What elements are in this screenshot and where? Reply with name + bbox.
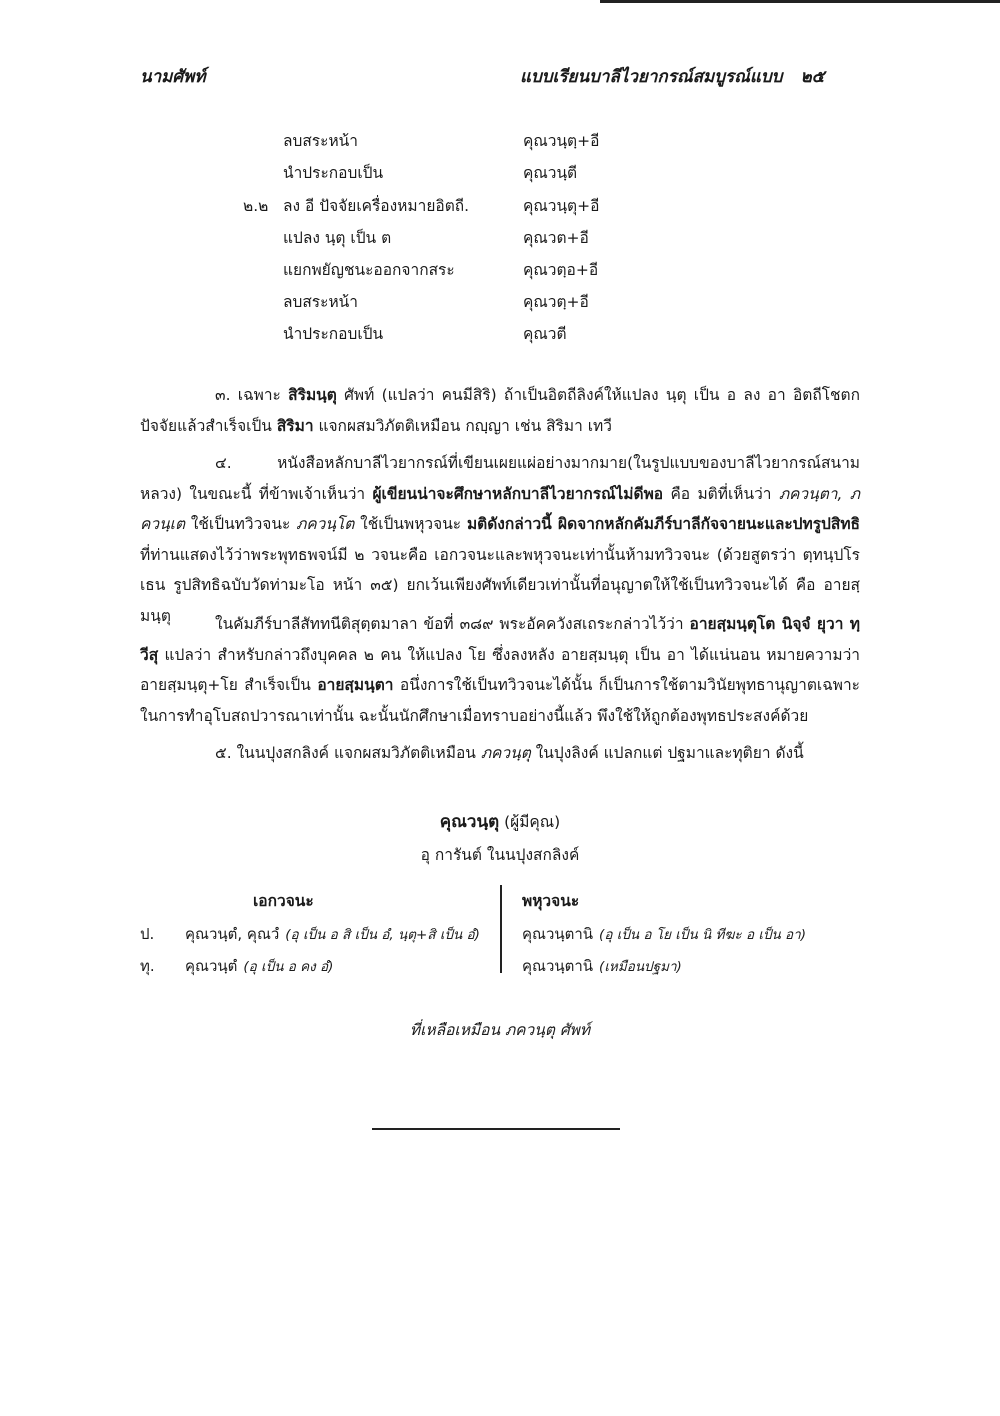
- remaining-forms-note: ที่เหลือเหมือน ภควนฺตุ ศัพท์: [409, 1021, 591, 1039]
- form: คุณวนฺตานิ: [522, 957, 594, 975]
- step-description: แปลง นฺตุ เป็น ต: [283, 229, 392, 247]
- text: ๔. หนังสือหลักบาลีไวยากรณ์ที่เขียนเผยแผ่อย่างมากมาย(ในรูปแบบของบาลีไวยากรณ์สนามหลวง) ในขณะนี้ ที่ข้าพเจ้าเห็นว่า: [140, 454, 860, 503]
- singular-form: [185, 922, 480, 946]
- bold-term: อายสฺมนฺตา: [317, 676, 394, 694]
- step-description: นำประกอบเป็น: [283, 164, 384, 182]
- declension-subtitle: อุ การันต์ ในนปุงสกลิงค์: [420, 846, 580, 864]
- text: แปลว่า สำหรับกล่าวถึงบุคคล ๒ คน ให้แปลง โย ซึ่งลงหลัง อายสฺมนฺตุ เป็น อา ได้แน่นอน หมายความว่า อายสฺมนฺตุ+โย สำเร็จเป็น: [140, 645, 860, 694]
- step-result: คุณวต+อี: [523, 229, 589, 247]
- case-label: ป.: [140, 925, 155, 943]
- bold-statement: ผู้เขียนน่าจะศึกษาหลักบาลีไวยากรณ์ไม่ดีพอ: [372, 484, 664, 503]
- form-note: (อุ เป็น อ โย เป็น นิ ทีฆะ อ เป็น อา): [599, 927, 807, 943]
- singular-form: [185, 954, 333, 978]
- text: ๓. เฉพาะ: [215, 386, 281, 404]
- step-number: ๒.๒: [243, 197, 269, 215]
- top-edge-rule: [600, 0, 1000, 3]
- paragraph-4: [140, 448, 860, 631]
- step-description: นำประกอบเป็น: [283, 325, 384, 343]
- paragraph-5: [140, 738, 860, 769]
- plural-form: [522, 954, 682, 978]
- text: ใช้เป็นพหุวจนะ: [360, 515, 462, 533]
- italic-term: ภควนฺโต: [296, 515, 355, 533]
- form-note: (อุ เป็น อ สิ เป็น อํ, นฺตุ+สิ เป็น อํ): [285, 927, 480, 943]
- text: คือ มติที่เห็นว่า: [670, 484, 772, 503]
- form-note: (เหมือนปฐมา): [599, 959, 682, 975]
- bold-term: สิริมา: [276, 416, 314, 435]
- section-end-rule: [372, 1128, 620, 1130]
- text: ใช้เป็นทวิวจนะ: [190, 515, 291, 533]
- text: ที่ท่านแสดงไว้ว่าพระพุทธพจน์มี ๒ วจนะคือ เอกวจนะและพหุวจนะเท่านั้นห้ามทวิวจนะ (ด้วยสูตรว่า ตฺทนฺปโรเธน รูปสิทธิฉบับวัดท่ามะโอ หน้า ๓๕) ยกเว้นเพียงศัพท์เดียวเท่านั้นที่อนุญาตให้ใช้เป็นทวิวจนะได้ คือ อายสฺมนฺตุ: [140, 545, 860, 625]
- step-result: คุณวตี: [523, 325, 567, 343]
- text: อนึ่งการใช้เป็นทวิวจนะได้นั้น ก็เป็นการใช้ตามวินัยพุทธานุญาตเฉพาะในการทำอุโบสถปวารณาเท่านั้น ฉะนั้นนักศึกษาเมื่อทราบอย่างนี้แล้ว พึงใช้ให้ถูกต้องพุทธประสงค์ด้วย: [140, 676, 861, 725]
- bold-term: สิริมนฺตุ: [288, 386, 337, 404]
- case-label: ทุ.: [140, 957, 155, 975]
- running-header-title: [520, 63, 825, 90]
- bold-quote: อายสฺมนฺตุโต นิจฺจํ ยุวา ทฺวีสุ: [140, 615, 861, 664]
- form: คุณวนฺตานิ: [522, 925, 594, 943]
- declension-title: [0, 808, 1000, 835]
- step-description: แยกพยัญชนะออกจากสระ: [283, 261, 455, 279]
- declension-word: คุณวนฺตุ: [439, 812, 500, 832]
- step-description: ลบสระหน้า: [283, 293, 358, 311]
- book-title: แบบเรียนบาลีไวยากรณ์สมบูรณ์แบบ: [520, 67, 783, 87]
- step-result: คุณวนฺตุ+อี: [523, 197, 600, 215]
- form-note: (อุ เป็น อ คง อํ): [243, 959, 334, 975]
- plural-header: พหุวจนะ: [522, 892, 580, 910]
- step-result: คุณวตฺอ+อี: [523, 261, 599, 279]
- bold-statement: มติดังกล่าวนี้ ผิดจากหลักคัมภีร์บาลีกัจจายนะและปทรูปสิทธิ: [466, 515, 861, 533]
- page-number: ๒๕: [800, 67, 825, 87]
- text: ในคัมภีร์บาลีสัททนีติสุตฺตมาลา ข้อที่ ๓๘๙ พระอัคควังสเถระกล่าวไว้ว่า: [215, 615, 684, 633]
- plural-form: [522, 922, 806, 946]
- form: คุณวนฺตํ: [185, 957, 238, 975]
- step-result: คุณวตฺ+อี: [523, 293, 589, 311]
- paragraph-4-continued: [140, 609, 860, 731]
- text: ในปุงลิงค์ แปลกแต่ ปฐมาและทุติยา ดังนี้: [535, 744, 804, 762]
- text: ๕. ในนปุงสกลิงค์ แจกผสมวิภัตติเหมือน: [215, 744, 476, 762]
- step-description: ลบสระหน้า: [283, 132, 358, 150]
- form: คุณวนฺตํ, คุณวํ: [185, 925, 280, 943]
- step-result: คุณวนฺตฺ+อี: [523, 132, 600, 150]
- paragraph-3: [140, 380, 860, 441]
- italic-term: ภควนฺตุ: [480, 744, 531, 762]
- text: แจกผสมวิภัตติเหมือน กญฺญา เช่น สิริมา เทวี: [318, 416, 612, 435]
- step-description: ลง อี ปัจจัยเครื่องหมายอิตถี.: [283, 197, 470, 215]
- italic-term: ภควนฺตา, ภควนฺเต: [140, 484, 860, 533]
- singular-header: เอกวจนะ: [253, 892, 314, 910]
- text: ศัพท์ (แปลว่า คนมีสิริ) ถ้าเป็นอิตถีลิงค์ให้แปลง นฺตุ เป็น อ ลง อา อิตถีโชตกปัจจัยแล้วสำเร็จเป็น: [140, 386, 860, 435]
- running-header-section: นามศัพท์: [140, 67, 206, 87]
- declension-gloss: (ผู้มีคุณ): [504, 813, 561, 831]
- step-result: คุณวนฺตี: [523, 164, 578, 182]
- column-divider: [500, 885, 502, 973]
